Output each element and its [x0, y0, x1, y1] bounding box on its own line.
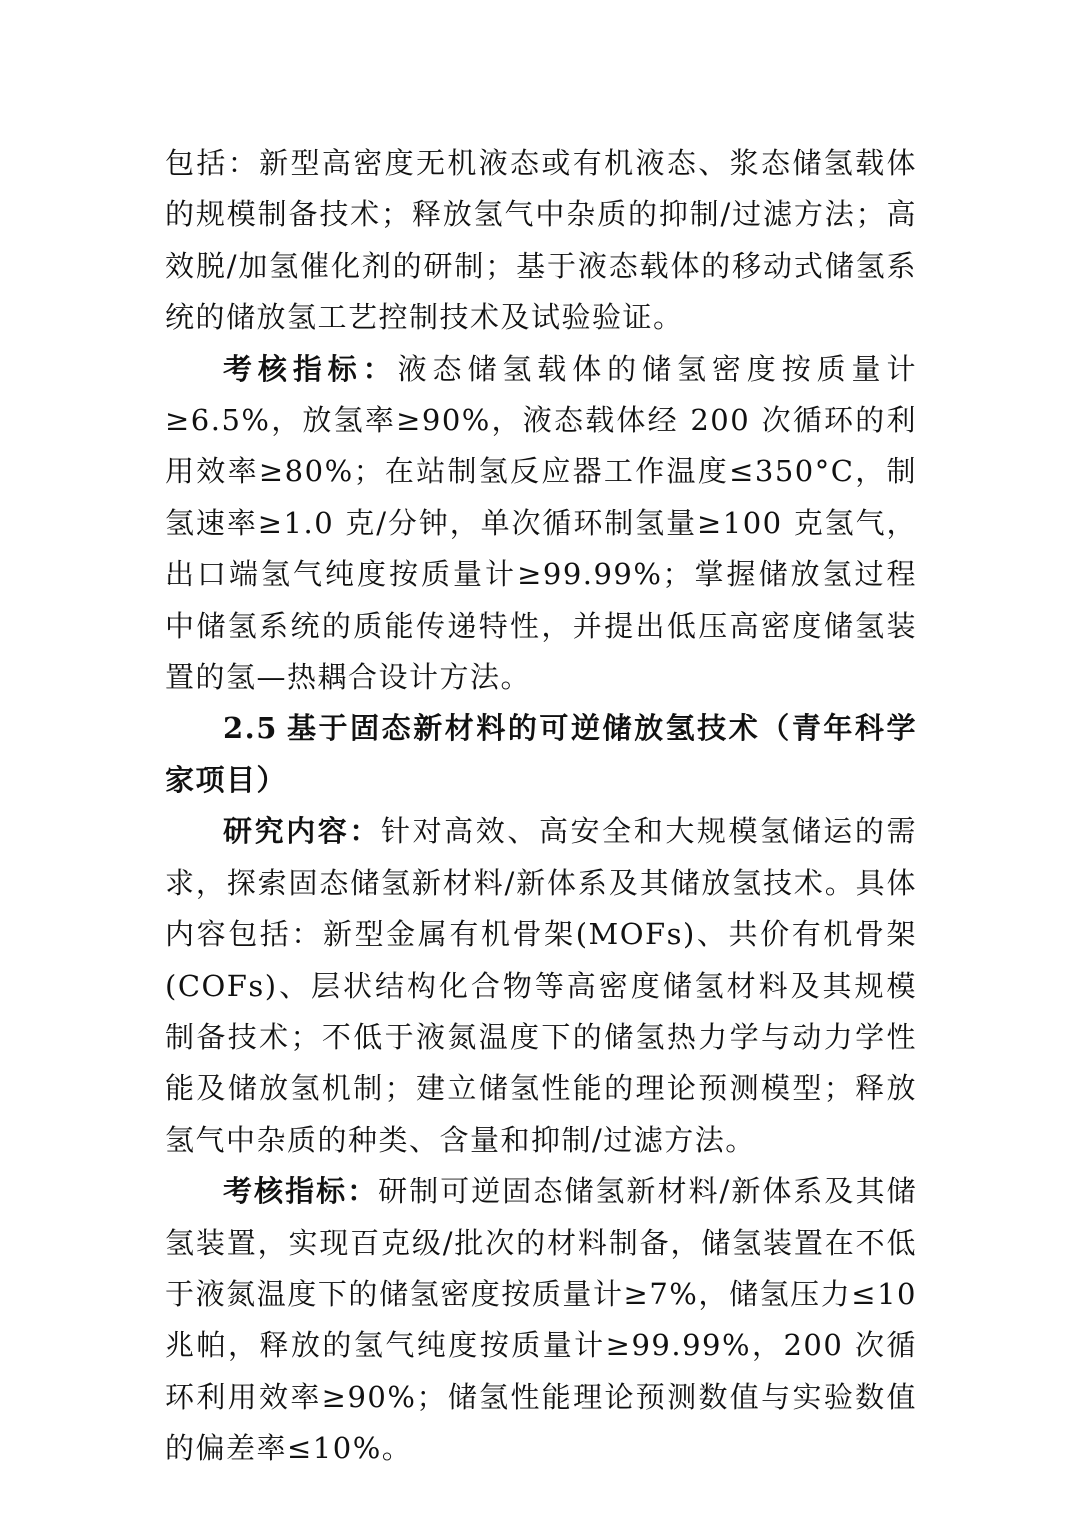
paragraph-research-content-continued: 包括：新型高密度无机液态或有机液态、浆态储氢载体的规模制备技术；释放氢气中杂质的抑制/过滤方法；高效脱/加氢催化剂的研制；基于液态载体的移动式储氢系统的储放氢工艺控制技术及试验验证。	[165, 146, 917, 335]
paragraph-assessment-indicators-2-5	[165, 1166, 917, 1474]
research-content-label: 研究内容：	[223, 814, 381, 849]
assessment-text: 研制可逆固态储氢新材料/新体系及其储氢装置，实现百克级/批次的材料制备，储氢装置在不低于液氮温度下的储氢密度按质量计≥7%，储氢压力≤10 兆帕，释放的氢气纯度按质量计≥99.99%，200 次循环利用效率≥90%；储氢性能理论预测数值与实验数值的偏差率≤10%。	[165, 1174, 917, 1466]
paragraph-research-content-2-5	[165, 806, 917, 1166]
section-title: 基于固态新材料的可逆储放氢技术（青年科学家项目）	[165, 711, 917, 797]
research-content-text: 针对高效、高安全和大规模氢储运的需求，探索固态储氢新材料/新体系及其储放氢技术。具体内容包括：新型金属有机骨架(MOFs)、共价有机骨架(COFs)、层状结构化合物等高密度储氢材料及其规模制备技术；不低于液氮温度下的储氢热力学与动力学性能及储放氢机制；建立储氢性能的理论预测模型；释放氢气中杂质的种类、含量和抑制/过滤方法。	[165, 814, 917, 1157]
assessment-text: 液态储氢载体的储氢密度按质量计≥6.5%，放氢率≥90%，液态载体经 200 次循环的利用效率≥80%；在站制氢反应器工作温度≤350°C，制氢速率≥1.0 克/分钟，单次循环制氢量≥100 克氢气，出口端氢气纯度按质量计≥99.99%；掌握储放氢过程中储氢系统的质能传递特性，并提出低压高密度储氢装置的氢—热耦合设计方法。	[165, 351, 917, 695]
section-heading-2-5	[165, 703, 917, 806]
assessment-label: 考核指标：	[223, 351, 398, 386]
document-page	[165, 138, 917, 1475]
paragraph-assessment-indicators-2-4	[165, 344, 917, 704]
section-number: 2.5	[223, 711, 278, 746]
assessment-label: 考核指标：	[223, 1174, 379, 1209]
